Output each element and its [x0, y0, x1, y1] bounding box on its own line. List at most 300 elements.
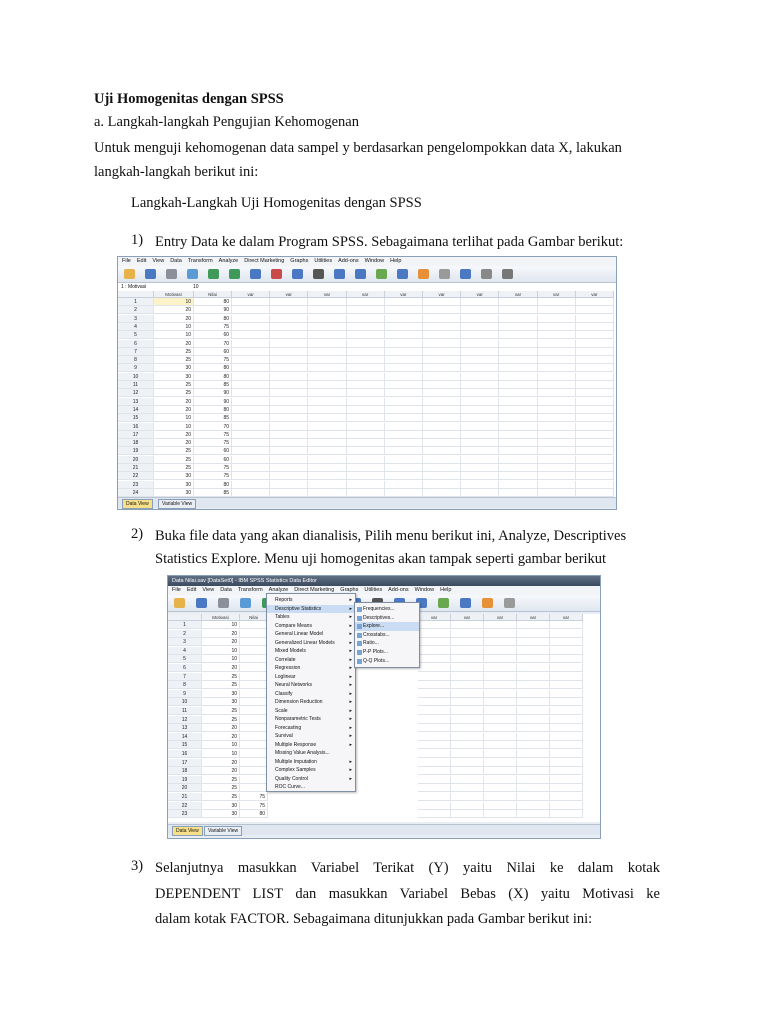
cell-empty[interactable] — [517, 681, 550, 689]
print-icon[interactable] — [166, 269, 177, 279]
cell-empty[interactable] — [418, 759, 451, 767]
menu-item-nonparametric-tests[interactable] — [267, 715, 355, 724]
menu-item-survival[interactable] — [267, 732, 355, 741]
cell-motivasi[interactable]: 10 — [202, 750, 240, 758]
cell-empty[interactable] — [232, 431, 270, 439]
split-file-icon[interactable] — [438, 598, 449, 608]
cell-empty[interactable] — [576, 331, 614, 339]
cell-empty[interactable] — [418, 647, 451, 655]
column-header-var[interactable]: var — [499, 291, 537, 298]
row-number[interactable]: 20 — [168, 784, 202, 792]
cell-nilai[interactable]: 80 — [194, 315, 232, 323]
cell-nilai[interactable]: 60 — [194, 456, 232, 464]
cell-motivasi[interactable]: 25 — [202, 793, 240, 801]
menu-add-ons[interactable]: Add-ons — [388, 587, 409, 593]
cell-empty[interactable] — [270, 364, 308, 372]
column-header-var[interactable]: var — [308, 291, 346, 298]
select-cases-icon[interactable] — [418, 269, 429, 279]
tab-data-view[interactable]: Data View — [172, 826, 203, 836]
cell-empty[interactable] — [499, 315, 537, 323]
cell-empty[interactable] — [576, 298, 614, 306]
cell-empty[interactable] — [484, 767, 517, 775]
cell-empty[interactable] — [308, 373, 346, 381]
cell-empty[interactable] — [418, 698, 451, 706]
cell-motivasi[interactable]: 25 — [154, 464, 194, 472]
cell-empty[interactable] — [308, 447, 346, 455]
cell-empty[interactable] — [576, 340, 614, 348]
cell-empty[interactable] — [484, 681, 517, 689]
column-header-nilai[interactable]: Nilai — [194, 291, 232, 298]
cell-empty[interactable] — [270, 431, 308, 439]
cell-nilai[interactable]: 80 — [194, 373, 232, 381]
cell-empty[interactable] — [418, 733, 451, 741]
cell-motivasi[interactable]: 25 — [202, 681, 240, 689]
cell-empty[interactable] — [308, 348, 346, 356]
row-number[interactable]: 14 — [118, 406, 154, 414]
row-number[interactable]: 24 — [118, 489, 154, 497]
cell-empty[interactable] — [461, 406, 499, 414]
cell-motivasi[interactable]: 10 — [154, 414, 194, 422]
row-number[interactable]: 12 — [118, 389, 154, 397]
cell-empty[interactable] — [538, 456, 576, 464]
cell-nilai[interactable] — [240, 767, 268, 775]
cell-empty[interactable] — [385, 356, 423, 364]
cell-nilai[interactable] — [240, 664, 268, 672]
cell-empty[interactable] — [347, 356, 385, 364]
cell-empty[interactable] — [499, 331, 537, 339]
cell-empty[interactable] — [232, 423, 270, 431]
cell-nilai[interactable]: 75 — [194, 472, 232, 480]
cell-empty[interactable] — [308, 398, 346, 406]
cell-empty[interactable] — [550, 664, 583, 672]
cell-empty[interactable] — [423, 447, 461, 455]
cell-empty[interactable] — [499, 423, 537, 431]
column-header-var[interactable]: var — [270, 291, 308, 298]
cell-nilai[interactable]: 60 — [194, 348, 232, 356]
cell-empty[interactable] — [347, 398, 385, 406]
cell-empty[interactable] — [484, 793, 517, 801]
cell-empty[interactable] — [538, 489, 576, 497]
select-cases-icon[interactable] — [482, 598, 493, 608]
cell-empty[interactable] — [499, 439, 537, 447]
cell-empty[interactable] — [232, 331, 270, 339]
cell-empty[interactable] — [418, 673, 451, 681]
submenu-item-frequencies[interactable] — [355, 605, 419, 614]
cell-empty[interactable] — [308, 472, 346, 480]
cell-empty[interactable] — [461, 447, 499, 455]
cell-empty[interactable] — [461, 481, 499, 489]
row-number[interactable]: 15 — [168, 741, 202, 749]
cell-empty[interactable] — [461, 340, 499, 348]
cell-empty[interactable] — [232, 323, 270, 331]
cell-empty[interactable] — [385, 489, 423, 497]
cell-empty[interactable] — [270, 331, 308, 339]
cell-empty[interactable] — [232, 414, 270, 422]
cell-motivasi[interactable]: 20 — [154, 431, 194, 439]
cell-empty[interactable] — [423, 423, 461, 431]
cell-empty[interactable] — [308, 298, 346, 306]
cell-empty[interactable] — [270, 348, 308, 356]
cell-empty[interactable] — [517, 638, 550, 646]
row-number[interactable]: 19 — [168, 776, 202, 784]
cell-empty[interactable] — [461, 489, 499, 497]
cell-empty[interactable] — [499, 472, 537, 480]
cell-empty[interactable] — [538, 381, 576, 389]
cell-empty[interactable] — [499, 306, 537, 314]
cell-nilai[interactable] — [240, 707, 268, 715]
row-number[interactable]: 7 — [118, 348, 154, 356]
cell-empty[interactable] — [385, 406, 423, 414]
cell-empty[interactable] — [270, 439, 308, 447]
open-icon[interactable] — [124, 269, 135, 279]
cell-empty[interactable] — [550, 655, 583, 663]
cell-empty[interactable] — [418, 681, 451, 689]
cell-empty[interactable] — [270, 447, 308, 455]
cell-motivasi[interactable]: 20 — [154, 439, 194, 447]
cell-empty[interactable] — [423, 364, 461, 372]
cell-empty[interactable] — [451, 802, 484, 810]
cell-empty[interactable] — [385, 431, 423, 439]
row-number[interactable]: 13 — [118, 398, 154, 406]
cell-empty[interactable] — [347, 381, 385, 389]
cell-empty[interactable] — [499, 447, 537, 455]
cell-nilai[interactable]: 75 — [194, 439, 232, 447]
cell-empty[interactable] — [385, 381, 423, 389]
cell-empty[interactable] — [499, 356, 537, 364]
cell-empty[interactable] — [538, 423, 576, 431]
cell-empty[interactable] — [576, 439, 614, 447]
cell-empty[interactable] — [517, 776, 550, 784]
cell-empty[interactable] — [423, 431, 461, 439]
cell-motivasi[interactable]: 30 — [202, 802, 240, 810]
cell-empty[interactable] — [550, 776, 583, 784]
cell-motivasi[interactable]: 20 — [154, 406, 194, 414]
dialog-recall-icon[interactable] — [187, 269, 198, 279]
cell-empty[interactable] — [576, 464, 614, 472]
cell-empty[interactable] — [499, 464, 537, 472]
cell-empty[interactable] — [232, 298, 270, 306]
cell-empty[interactable] — [347, 456, 385, 464]
cell-nilai[interactable]: 85 — [194, 381, 232, 389]
cell-empty[interactable] — [461, 398, 499, 406]
cell-empty[interactable] — [461, 298, 499, 306]
cell-empty[interactable] — [517, 741, 550, 749]
row-number[interactable]: 22 — [118, 472, 154, 480]
cell-empty[interactable] — [418, 690, 451, 698]
menu-item-forecasting[interactable] — [267, 724, 355, 733]
cell-empty[interactable] — [484, 647, 517, 655]
cell-empty[interactable] — [484, 759, 517, 767]
row-number[interactable]: 21 — [168, 793, 202, 801]
cell-empty[interactable] — [461, 456, 499, 464]
cell-empty[interactable] — [517, 784, 550, 792]
cell-empty[interactable] — [550, 690, 583, 698]
cell-empty[interactable] — [517, 673, 550, 681]
cell-empty[interactable] — [550, 750, 583, 758]
row-number[interactable]: 2 — [168, 630, 202, 638]
cell-motivasi[interactable]: 20 — [202, 724, 240, 732]
cell-empty[interactable] — [385, 364, 423, 372]
goto-variable-icon[interactable] — [271, 269, 282, 279]
cell-empty[interactable] — [347, 364, 385, 372]
row-number[interactable]: 4 — [118, 323, 154, 331]
open-icon[interactable] — [174, 598, 185, 608]
menu-graphs[interactable]: Graphs — [290, 258, 309, 264]
menu-view[interactable]: View — [202, 587, 215, 593]
cell-motivasi[interactable]: 30 — [202, 810, 240, 818]
submenu-item-ratio[interactable] — [355, 639, 419, 648]
cell-empty[interactable] — [423, 456, 461, 464]
column-header-var[interactable]: var — [423, 291, 461, 298]
cell-empty[interactable] — [576, 472, 614, 480]
cell-empty[interactable] — [385, 464, 423, 472]
menu-item-dimension-reduction[interactable] — [267, 698, 355, 707]
cell-nilai[interactable]: 90 — [194, 389, 232, 397]
cell-empty[interactable] — [423, 472, 461, 480]
cell-empty[interactable] — [232, 406, 270, 414]
cell-empty[interactable] — [270, 456, 308, 464]
cell-motivasi[interactable]: 30 — [154, 373, 194, 381]
submenu-item-explore[interactable] — [355, 622, 419, 631]
cell-empty[interactable] — [461, 381, 499, 389]
cell-empty[interactable] — [308, 306, 346, 314]
cell-empty[interactable] — [484, 698, 517, 706]
cell-motivasi[interactable]: 25 — [202, 716, 240, 724]
cell-empty[interactable] — [232, 456, 270, 464]
cell-empty[interactable] — [550, 638, 583, 646]
cell-empty[interactable] — [270, 381, 308, 389]
cell-empty[interactable] — [517, 750, 550, 758]
cell-empty[interactable] — [484, 802, 517, 810]
cell-empty[interactable] — [484, 741, 517, 749]
cell-empty[interactable] — [576, 315, 614, 323]
column-header-var[interactable]: var — [385, 291, 423, 298]
cell-nilai[interactable]: 75 — [240, 793, 268, 801]
cell-empty[interactable] — [484, 690, 517, 698]
cell-empty[interactable] — [423, 298, 461, 306]
insert-cases-icon[interactable] — [334, 269, 345, 279]
cell-empty[interactable] — [576, 489, 614, 497]
cell-empty[interactable] — [270, 298, 308, 306]
menu-file[interactable]: File — [122, 258, 131, 264]
menu-edit[interactable]: Edit — [186, 587, 197, 593]
menu-item-complex-samples[interactable] — [267, 766, 355, 775]
cell-empty[interactable] — [576, 306, 614, 314]
cell-empty[interactable] — [550, 810, 583, 818]
menu-utilities[interactable]: Utilities — [364, 587, 383, 593]
cell-empty[interactable] — [308, 389, 346, 397]
dialog-recall-icon[interactable] — [240, 598, 251, 608]
cell-motivasi[interactable]: 20 — [154, 340, 194, 348]
column-header-motivasi[interactable]: Motivasi — [154, 291, 194, 298]
cell-empty[interactable] — [461, 331, 499, 339]
cell-nilai[interactable]: 60 — [194, 447, 232, 455]
cell-empty[interactable] — [517, 802, 550, 810]
cell-empty[interactable] — [538, 306, 576, 314]
cell-motivasi[interactable]: 30 — [154, 364, 194, 372]
menu-data[interactable]: Data — [170, 258, 182, 264]
cell-empty[interactable] — [517, 759, 550, 767]
cell-empty[interactable] — [499, 481, 537, 489]
cell-empty[interactable] — [576, 481, 614, 489]
cell-empty[interactable] — [385, 481, 423, 489]
cell-empty[interactable] — [499, 340, 537, 348]
row-number[interactable]: 18 — [168, 767, 202, 775]
cell-empty[interactable] — [517, 810, 550, 818]
tab-variable-view[interactable]: Variable View — [204, 826, 242, 836]
cell-empty[interactable] — [423, 406, 461, 414]
cell-empty[interactable] — [451, 621, 484, 629]
cell-empty[interactable] — [347, 389, 385, 397]
menu-direct-marketing[interactable]: Direct Marketing — [244, 258, 285, 264]
row-number[interactable]: 1 — [168, 621, 202, 629]
cell-empty[interactable] — [550, 673, 583, 681]
column-header-var[interactable]: var — [232, 291, 270, 298]
cell-empty[interactable] — [270, 414, 308, 422]
cell-empty[interactable] — [451, 741, 484, 749]
cell-empty[interactable] — [347, 348, 385, 356]
cell-empty[interactable] — [484, 621, 517, 629]
cell-empty[interactable] — [538, 389, 576, 397]
submenu-item-descriptives[interactable] — [355, 614, 419, 623]
cell-empty[interactable] — [423, 489, 461, 497]
row-number[interactable]: 3 — [168, 638, 202, 646]
cell-empty[interactable] — [451, 673, 484, 681]
cell-empty[interactable] — [270, 373, 308, 381]
cell-empty[interactable] — [418, 707, 451, 715]
cell-empty[interactable] — [308, 439, 346, 447]
cell-empty[interactable] — [270, 340, 308, 348]
spelling-icon[interactable] — [502, 269, 513, 279]
use-sets-icon[interactable] — [460, 269, 471, 279]
cell-motivasi[interactable]: 10 — [154, 298, 194, 306]
cell-empty[interactable] — [461, 464, 499, 472]
cell-empty[interactable] — [484, 673, 517, 681]
cell-empty[interactable] — [499, 373, 537, 381]
show-all-icon[interactable] — [481, 269, 492, 279]
cell-empty[interactable] — [418, 664, 451, 672]
goto-case-icon[interactable] — [250, 269, 261, 279]
cell-empty[interactable] — [270, 472, 308, 480]
cell-empty[interactable] — [451, 793, 484, 801]
cell-nilai[interactable] — [240, 716, 268, 724]
cell-empty[interactable] — [418, 621, 451, 629]
cell-empty[interactable] — [451, 681, 484, 689]
cell-empty[interactable] — [418, 741, 451, 749]
cell-empty[interactable] — [517, 630, 550, 638]
cell-empty[interactable] — [232, 348, 270, 356]
cell-empty[interactable] — [576, 373, 614, 381]
menu-item-correlate[interactable] — [267, 656, 355, 665]
cell-nilai[interactable] — [240, 647, 268, 655]
cell-nilai[interactable] — [240, 638, 268, 646]
cell-motivasi[interactable]: 10 — [154, 323, 194, 331]
cell-empty[interactable] — [347, 315, 385, 323]
cell-empty[interactable] — [550, 698, 583, 706]
cell-empty[interactable] — [451, 716, 484, 724]
cell-empty[interactable] — [484, 664, 517, 672]
cell-empty[interactable] — [538, 414, 576, 422]
row-number[interactable]: 8 — [118, 356, 154, 364]
menu-item-classify[interactable] — [267, 690, 355, 699]
cell-motivasi[interactable]: 30 — [154, 489, 194, 497]
menu-file[interactable]: File — [172, 587, 181, 593]
cell-empty[interactable] — [423, 464, 461, 472]
cell-empty[interactable] — [423, 481, 461, 489]
cell-motivasi[interactable]: 10 — [154, 331, 194, 339]
menu-window[interactable]: Window — [364, 258, 385, 264]
cell-empty[interactable] — [461, 364, 499, 372]
cell-empty[interactable] — [451, 733, 484, 741]
cell-empty[interactable] — [451, 664, 484, 672]
cell-empty[interactable] — [550, 630, 583, 638]
cell-empty[interactable] — [418, 767, 451, 775]
cell-empty[interactable] — [550, 647, 583, 655]
cell-nilai[interactable]: 70 — [194, 423, 232, 431]
find-icon[interactable] — [313, 269, 324, 279]
cell-empty[interactable] — [385, 298, 423, 306]
cell-empty[interactable] — [451, 647, 484, 655]
cell-empty[interactable] — [451, 776, 484, 784]
cell-empty[interactable] — [538, 447, 576, 455]
cell-empty[interactable] — [461, 431, 499, 439]
cell-motivasi[interactable]: 25 — [202, 784, 240, 792]
cell-empty[interactable] — [418, 784, 451, 792]
cell-nilai[interactable] — [240, 724, 268, 732]
cell-nilai[interactable]: 90 — [194, 306, 232, 314]
menu-data[interactable]: Data — [220, 587, 232, 593]
cell-empty[interactable] — [538, 315, 576, 323]
cell-empty[interactable] — [517, 647, 550, 655]
column-header-var[interactable]: var — [484, 614, 517, 621]
cell-empty[interactable] — [347, 447, 385, 455]
menu-transform[interactable]: Transform — [237, 587, 263, 593]
row-number[interactable]: 3 — [118, 315, 154, 323]
tab-data-view[interactable]: Data View — [122, 499, 153, 509]
column-header-var[interactable]: var — [517, 614, 550, 621]
cell-empty[interactable] — [451, 767, 484, 775]
cell-nilai[interactable] — [240, 776, 268, 784]
row-number[interactable]: 14 — [168, 733, 202, 741]
cell-empty[interactable] — [308, 489, 346, 497]
menu-utilities[interactable]: Utilities — [314, 258, 333, 264]
cell-empty[interactable] — [347, 406, 385, 414]
cell-nilai[interactable] — [240, 750, 268, 758]
cell-empty[interactable] — [423, 331, 461, 339]
cell-nilai[interactable]: 80 — [194, 364, 232, 372]
cell-empty[interactable] — [270, 406, 308, 414]
cell-nilai[interactable] — [240, 698, 268, 706]
cell-motivasi[interactable]: 25 — [154, 381, 194, 389]
cell-empty[interactable] — [499, 323, 537, 331]
row-number[interactable]: 5 — [118, 331, 154, 339]
menu-view[interactable]: View — [152, 258, 165, 264]
cell-empty[interactable] — [538, 323, 576, 331]
cell-motivasi[interactable]: 30 — [154, 481, 194, 489]
row-number[interactable]: 5 — [168, 655, 202, 663]
cell-empty[interactable] — [499, 348, 537, 356]
cell-motivasi[interactable]: 25 — [202, 673, 240, 681]
cell-empty[interactable] — [484, 655, 517, 663]
cell-empty[interactable] — [461, 315, 499, 323]
cell-motivasi[interactable]: 20 — [154, 398, 194, 406]
cell-empty[interactable] — [385, 398, 423, 406]
menu-analyze[interactable]: Analyze — [268, 587, 289, 593]
cell-nilai[interactable]: 75 — [194, 356, 232, 364]
row-number[interactable]: 1 — [118, 298, 154, 306]
menu-window[interactable]: Window — [414, 587, 435, 593]
cell-empty[interactable] — [385, 323, 423, 331]
